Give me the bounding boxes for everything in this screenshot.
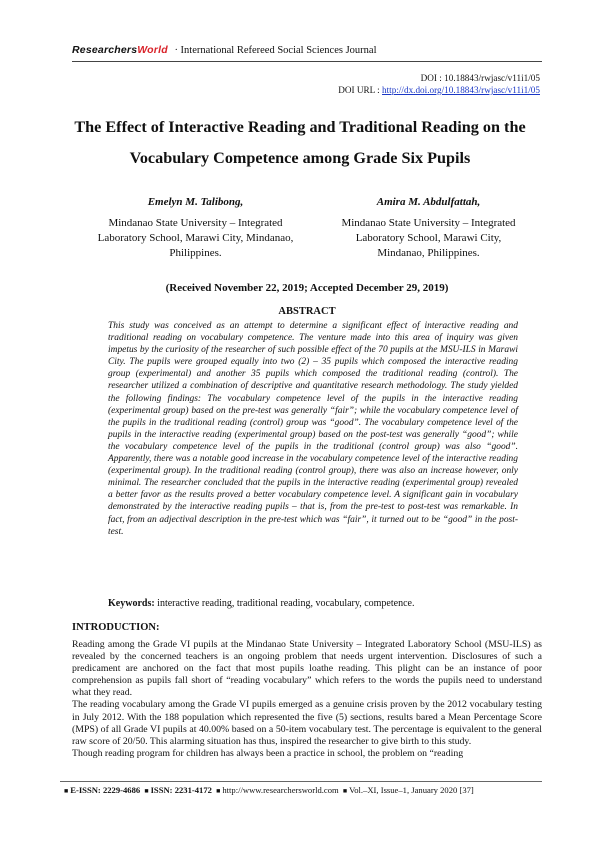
received-dates: (Received November 22, 2019; Accepted December 29, 2019) bbox=[165, 282, 449, 294]
author-block-2 bbox=[316, 195, 541, 261]
author-affiliation: Laboratory School, Marawi City, bbox=[355, 232, 502, 244]
paragraph: Reading among the Grade VI pupils at the Mindanao State University – Integrated Laboratory School (MSU-ILS) as revealed by the concerned teachers is an ongoing problem that needs urgent intervention. Disclosures of such a predicament are anchored on the fact that most pupils loathe reading. This plight can be an instance of poor comprehension as pupils fall short of “reading vocabulary” which refers to the words the pupils need to understand what they read. bbox=[72, 639, 542, 699]
bullet-square-icon: ■ bbox=[144, 787, 149, 795]
paper-title: The Effect of Interactive Reading and Traditional Reading on the Vocabulary Competence among Grade Six Pupils bbox=[74, 118, 526, 167]
author-name: Amira M. Abdulfattah, bbox=[376, 196, 481, 208]
issn: ISSN: 2231-4172 bbox=[150, 785, 212, 795]
author-affiliation: Laboratory School, Marawi City, Mindanao, bbox=[97, 232, 294, 244]
introduction-body bbox=[72, 639, 542, 760]
footer-divider bbox=[60, 781, 542, 782]
abstract-heading: ABSTRACT bbox=[278, 306, 336, 317]
paragraph: The reading vocabulary among the Grade VI pupils emerged as a genuine crisis proven by the 2012 vocabulary testing in July 2012. With the 188 population which represented the five (5) sections, results bared a Mean Percentage Score (MPS) of all Grade VI pupils at 40.00% based on a 50-item vocabulary test. The percentage is equivalent to the general raw score of 20/50. This alarming situation has thus, inspired the researcher to give birth to this study. bbox=[72, 699, 542, 747]
section-heading-introduction: INTRODUCTION: bbox=[72, 622, 160, 633]
doi-url-line: DOI URL : http://dx.doi.org/10.18843/rwjasc/v11i1/05 bbox=[338, 85, 540, 95]
keywords-list: interactive reading, traditional reading, vocabulary, competence. bbox=[154, 598, 415, 609]
author-affiliation: Mindanao, Philippines. bbox=[377, 247, 480, 259]
journal-logo: ResearchersWorld bbox=[72, 44, 168, 56]
page-footer bbox=[62, 785, 542, 795]
volume-issue: Vol.–XI, Issue–1, January 2020 [37] bbox=[349, 785, 474, 795]
keywords-label: Keywords: bbox=[108, 598, 155, 609]
doi-url-link[interactable]: http://dx.doi.org/10.18843/rwjasc/v11i1/05 bbox=[382, 85, 540, 95]
author-block-1 bbox=[83, 195, 308, 261]
author-name: Emelyn M. Talibong, bbox=[147, 196, 244, 208]
doi-label: DOI : 10.18843/rwjasc/v11i1/05 bbox=[420, 73, 540, 83]
website-link[interactable]: http://www.researchersworld.com bbox=[222, 785, 339, 795]
eissn: E-ISSN: 2229-4686 bbox=[70, 785, 141, 795]
abstract-text: This study was conceived as an attempt to determine a significant effect of interactive reading and traditional reading on vocabulary competence. The venture made into this area of inquiry was given impetus by the curiosity of the researcher of such possible effect of the 70 pupils at the MSU-ILS in Marawi City. The pupils were grouped equally into two (2) – 35 pupils which composed the interactive reading group (experimental) and another 35 pupils which composed the traditional reading (control). The researcher utilized a combination of descriptive and quantitative research methodology. The study yielded the following findings: The vocabulary competence level of the pupils in the interactive reading (experimental group) based on the pre-test was generally “fair”; while the vocabulary competence level of the pupils in the traditional reading (control) group was “good”. The vocabulary competence level of the pupils in the interactive reading (experimental group) based on the post-test was generally “good”; while the vocabulary competence level of the pupils in the traditional (control group) was also “good”. Apparently, there was a notable good increase in the vocabulary competence level of the interactive reading (experimental group). In the traditional reading (control group), there was also an increase however, only minimal. The researcher concluded that the pupils in the interactive reading (experimental group) revealed a better favor as the results proved a better vocabulary competence level. A significant gain in vocabulary demonstrated by the interactive reading pupils – that is, from the pre-test to post-test was remarkable. In fact, from an adjectival description in the pre-test which was “fair”, it turned out to be “good” in the post-test. bbox=[108, 321, 518, 537]
paragraph: Though reading program for children has always been a practice in school, the problem on “reading bbox=[72, 747, 464, 759]
author-affiliation: Mindanao State University – Integrated bbox=[108, 217, 283, 229]
keywords bbox=[108, 598, 528, 609]
author-affiliation: Mindanao State University – Integrated bbox=[341, 217, 516, 229]
bullet-square-icon: ■ bbox=[342, 787, 348, 795]
author-affiliation: Philippines. bbox=[169, 247, 222, 259]
journal-name: · International Refereed Social Sciences Journal bbox=[174, 45, 377, 56]
bullet-square-icon: ■ bbox=[216, 787, 221, 795]
header-divider bbox=[72, 61, 542, 62]
bullet-square-icon: ■ bbox=[64, 787, 69, 795]
doi-block bbox=[338, 72, 540, 96]
journal-header bbox=[72, 44, 542, 56]
